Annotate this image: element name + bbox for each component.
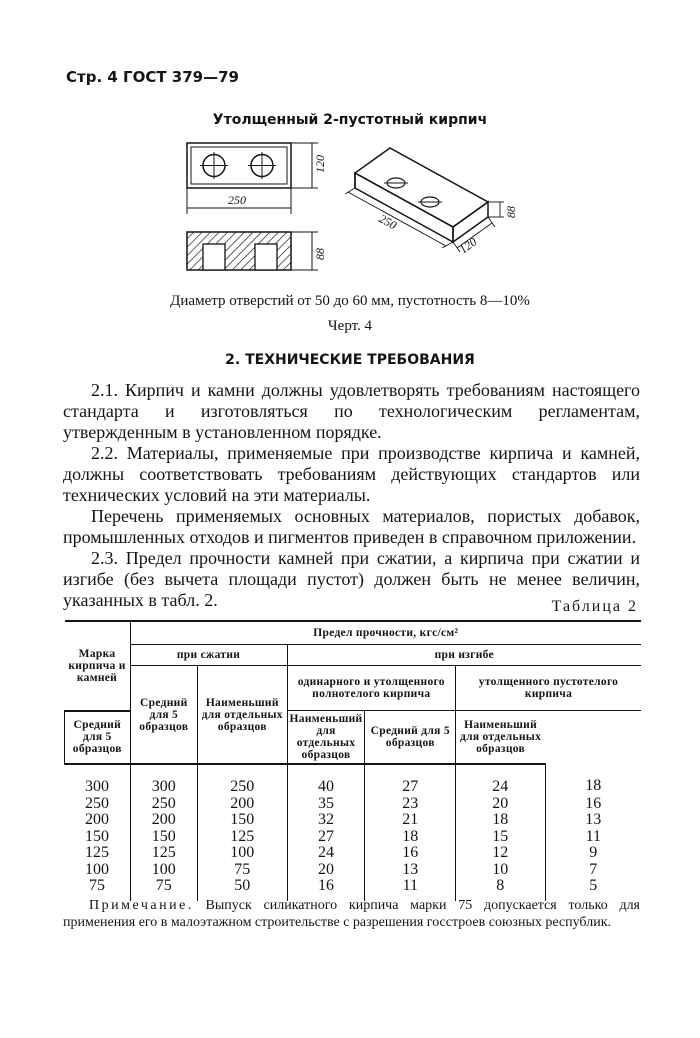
brick-top-view	[187, 143, 318, 214]
body-text	[63, 380, 640, 611]
table-cell: 13	[365, 862, 456, 879]
table-cell: 24	[287, 845, 365, 862]
paragraph-2-3: 2.3. Предел прочности камней при сжатии, а кирпича при сжатии и изгибе (без вычета площади пустот) должен быть не менее величин, указанных в табл. 2.	[63, 548, 640, 610]
paragraph-2-2: 2.2. Материалы, применяемые при производстве кирпича и камней, должны соответствовать требованиям действующих стандартов или технических условий на эти материалы.	[63, 443, 640, 505]
table-cell: 16	[287, 878, 365, 901]
page-header: Стр. 4 ГОСТ 379—79	[66, 68, 239, 86]
dim-width-iso: 120	[456, 234, 480, 257]
table-cell: 8	[456, 878, 546, 901]
table-cell: 250	[130, 796, 197, 813]
header-solid-avg: Средний для 5 образцов	[65, 711, 131, 765]
table-cell: 16	[365, 845, 456, 862]
table-cell: 11	[365, 878, 456, 901]
note-text: Выпуск силикатного кирпича марки 75 допускается только для применения его в малоэтажном строительстве с разрешения госстроев союзных республик.	[63, 898, 640, 930]
header-strength: Предел прочности, кгс/см²	[130, 621, 641, 645]
table-cell: 75	[89, 877, 106, 894]
table-cell: 27	[365, 764, 456, 796]
note-label: Примечание.	[89, 898, 194, 913]
header-mark: Марка кирпича и камней	[65, 621, 131, 711]
table-cell: 300	[85, 778, 110, 795]
table-cell: 21	[365, 812, 456, 829]
table-row	[65, 812, 642, 829]
table-cell: 75	[130, 878, 197, 901]
header-bending: при изгибе	[287, 645, 641, 666]
table-cell: 12	[456, 845, 546, 862]
table-cell: 11	[545, 829, 641, 846]
header-hollow-brick: утолщенного пустотелого кирпича	[456, 666, 641, 711]
table-body	[65, 764, 642, 901]
header-compression-min: Наименьший для отдельных образцов	[198, 666, 288, 765]
table-cell: 200	[130, 812, 197, 829]
table-cell: 32	[287, 812, 365, 829]
table-cell: 20	[287, 862, 365, 879]
header-compression-avg: Средний для 5 образцов	[130, 666, 197, 765]
table-cell: 23	[365, 796, 456, 813]
dim-length-top: 250	[228, 193, 246, 207]
table-cell: 27	[287, 829, 365, 846]
table-row	[65, 845, 642, 862]
header-solid-min: Наименьший для отдельных образцов	[287, 711, 365, 765]
table-cell: 150	[85, 827, 110, 845]
table-cell: 24	[456, 764, 546, 796]
dim-length-iso: 250	[376, 211, 400, 233]
header-compression: при сжатии	[130, 645, 287, 666]
figure-number: Черт. 4	[327, 318, 373, 334]
table-cell: 100	[198, 845, 288, 862]
table-cell: 10	[456, 862, 546, 879]
table-cell: 40	[287, 764, 365, 796]
table-cell: 16	[545, 796, 641, 813]
table-cell: 250	[85, 794, 110, 812]
table-cell: 13	[545, 812, 641, 829]
brick-section-view	[187, 232, 318, 270]
header-hollow-min: Наименьший для отдельных образцов	[456, 711, 546, 765]
table-cell: 200	[85, 811, 110, 828]
header-hollow-avg: Средний для 5 образцов	[365, 711, 456, 765]
table-cell: 100	[130, 862, 197, 879]
table-cell: 9	[545, 845, 641, 862]
table-cell: 75	[198, 862, 288, 879]
table-cell: 150	[198, 812, 288, 829]
table-cell: 125	[198, 829, 288, 846]
figure-caption: Диаметр отверстий от 50 до 60 мм, пустотность 8—10%	[170, 293, 530, 309]
brick-isometric-view	[345, 148, 504, 252]
brick-drawing	[170, 128, 530, 290]
table-cell: 200	[198, 796, 288, 813]
section-title: 2. ТЕХНИЧЕСКИЕ ТРЕБОВАНИЯ	[225, 352, 475, 368]
strength-table	[64, 620, 641, 901]
table-cell: 18	[456, 812, 546, 829]
table-cell: 20	[456, 796, 546, 813]
table-cell: 35	[287, 796, 365, 813]
paragraph-materials: Перечень применяемых основных материалов, пористых добавок, промышленных отходов и пигментов приведен в справочном приложении.	[63, 506, 640, 547]
header-solid-brick: одинарного и утолщенного полнотелого кирпича	[287, 666, 456, 711]
table-row	[65, 764, 642, 796]
table-cell: 50	[198, 878, 288, 901]
table-row	[65, 796, 642, 813]
figure-title: Утолщенный 2-пустотный кирпич	[212, 112, 488, 128]
table-cell: 18	[545, 764, 641, 796]
table-cell: 125	[130, 845, 197, 862]
table-row	[65, 829, 642, 846]
table-cell: 150	[130, 829, 197, 846]
dim-height-section: 88	[313, 248, 327, 260]
table-label: Таблица 2	[551, 598, 638, 615]
table-cell: 7	[545, 862, 641, 879]
table-cell: 250	[198, 764, 288, 796]
table-cell: 18	[365, 829, 456, 846]
table-cell: 300	[130, 764, 197, 796]
table-row	[65, 862, 642, 879]
table-cell: 15	[456, 829, 546, 846]
dim-height-iso: 88	[504, 206, 518, 218]
table-cell: 125	[85, 844, 110, 861]
note	[63, 897, 640, 931]
dim-width-top: 120	[313, 155, 327, 173]
table-cell: 100	[85, 860, 110, 878]
table-cell: 5	[545, 878, 641, 901]
paragraph-2-1: 2.1. Кирпич и камни должны удовлетворять требованиям настоящего стандарта и изготовляться по технологическим регламентам, утвержденным в установленном порядке.	[63, 380, 640, 442]
